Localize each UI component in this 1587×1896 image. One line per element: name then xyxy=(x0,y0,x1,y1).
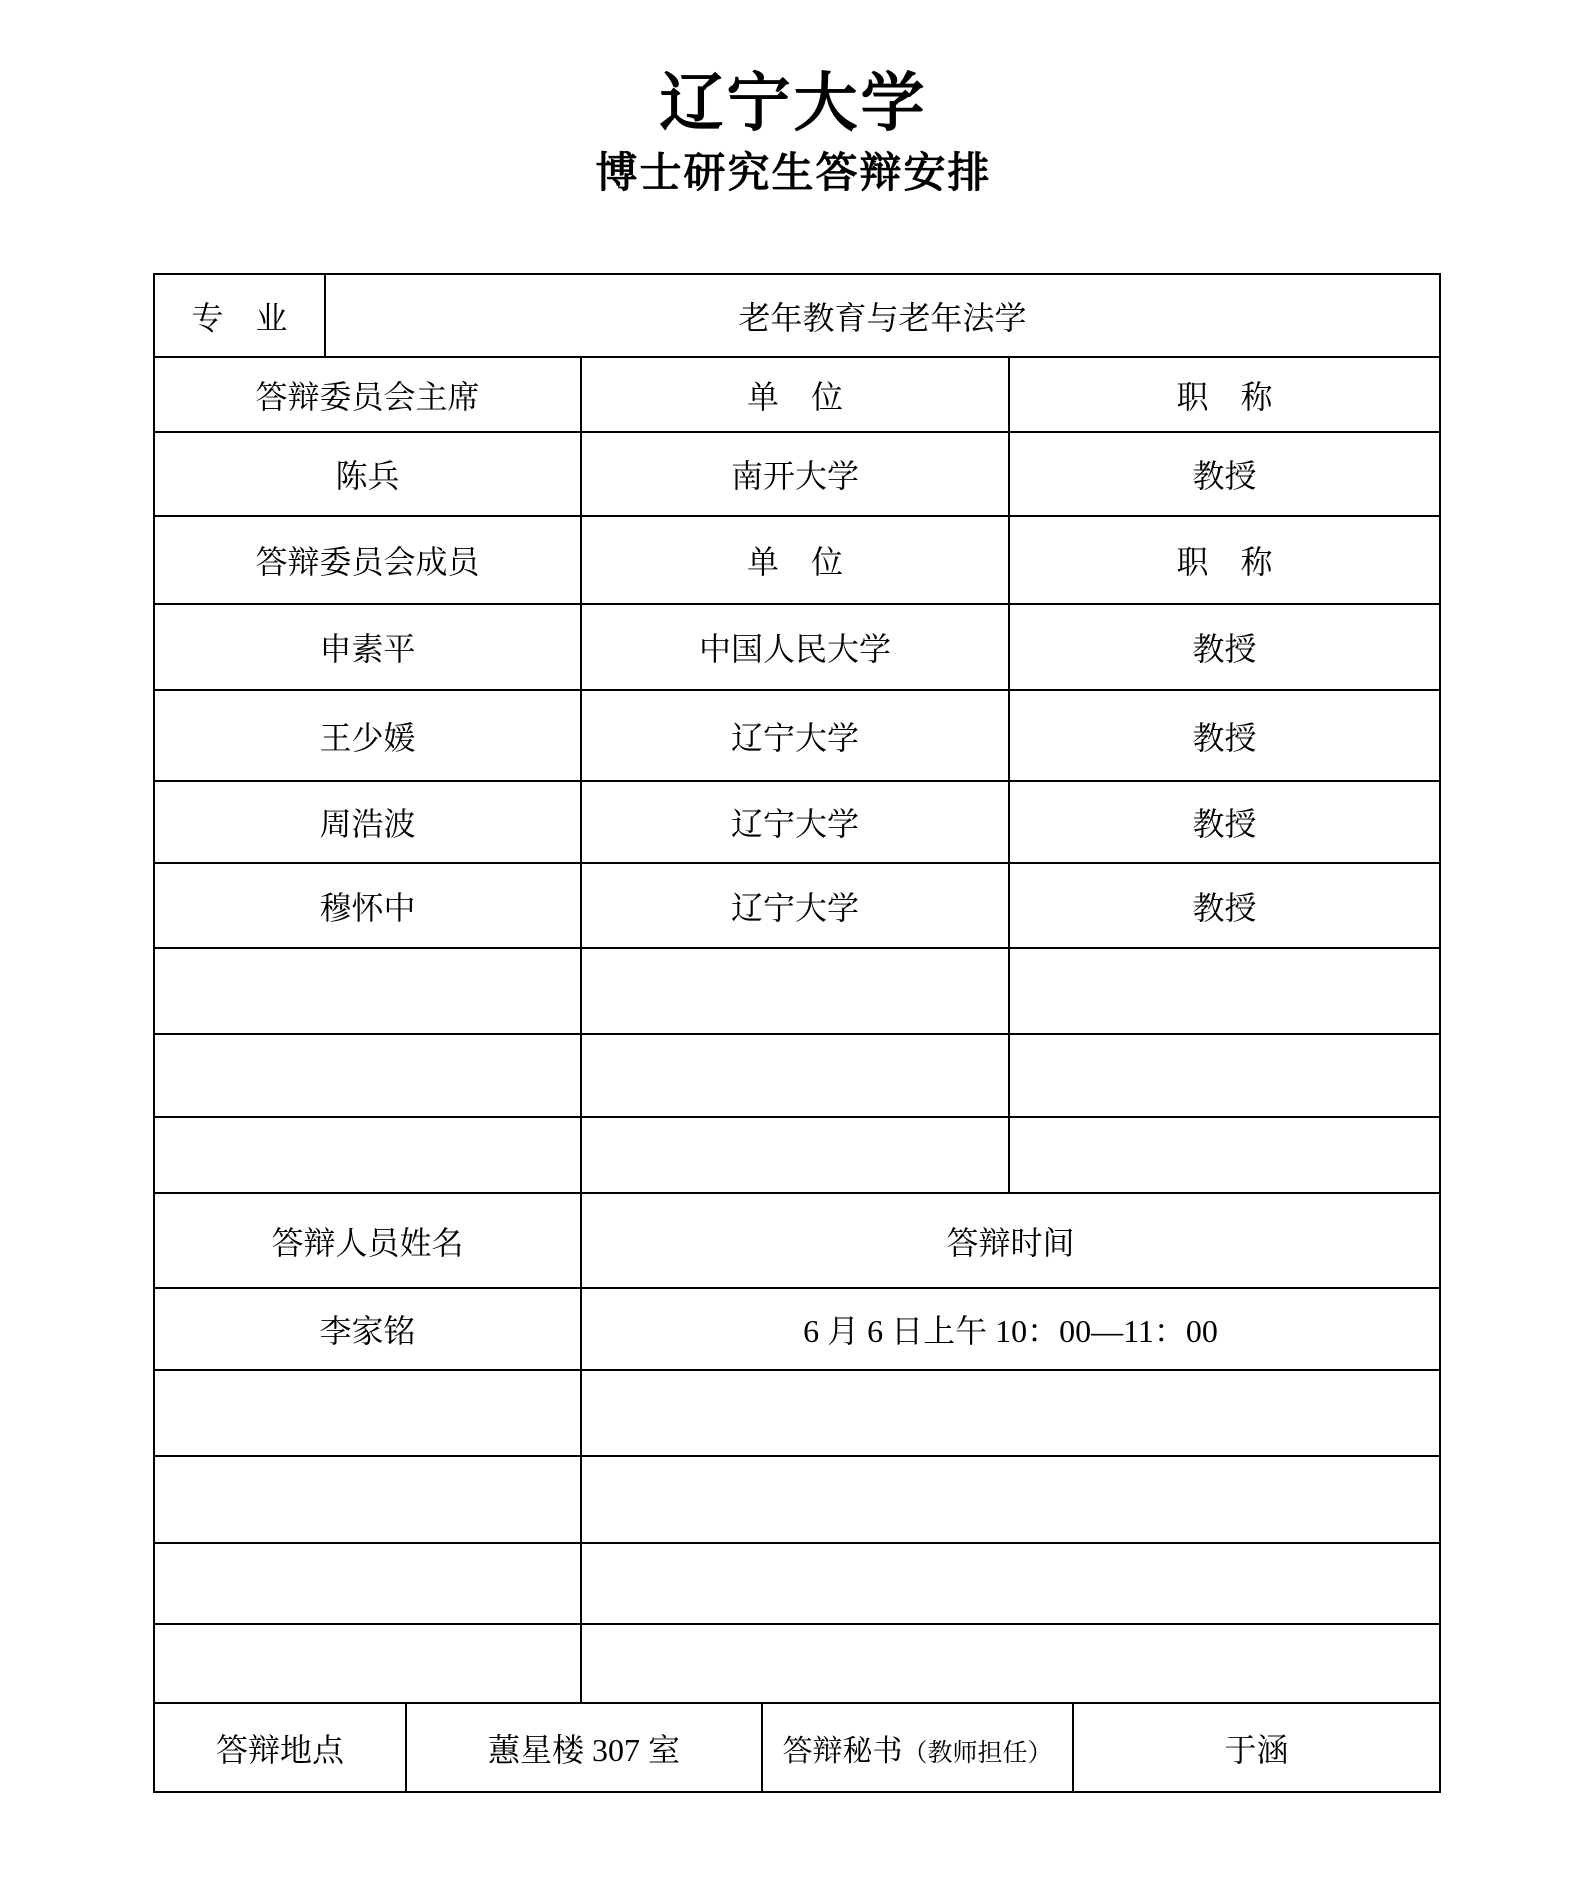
member-name: 王少媛 xyxy=(154,690,581,781)
member-title: 教授 xyxy=(1009,604,1440,690)
table-row-chair-header xyxy=(154,357,1440,432)
defense-time: 6 月 6 日上午 10：00—11：00 xyxy=(581,1288,1440,1370)
table-row-member xyxy=(154,863,1440,948)
major-label: 专 业 xyxy=(154,274,325,357)
page-subtitle: 博士研究生答辩安排 xyxy=(595,149,992,196)
secretary-note: （教师担任） xyxy=(902,1739,1053,1767)
location-label: 答辩地点 xyxy=(154,1703,406,1792)
table-row-member-empty xyxy=(154,1117,1440,1193)
member-unit xyxy=(581,1117,1009,1193)
table-row-defense-empty xyxy=(154,1543,1440,1624)
table-row-member xyxy=(154,690,1440,781)
defense-name xyxy=(154,1543,581,1624)
table-row-member xyxy=(154,604,1440,690)
defense-time xyxy=(581,1543,1440,1624)
defense-name xyxy=(154,1370,581,1456)
member-header-title: 职 称 xyxy=(1009,516,1440,604)
chair-name: 陈兵 xyxy=(154,432,581,516)
table-row-defense xyxy=(154,1288,1440,1370)
chair-header-unit: 单 位 xyxy=(581,357,1009,432)
member-name xyxy=(154,1034,581,1117)
table-row-member-header xyxy=(154,516,1440,604)
secretary-value: 于涵 xyxy=(1073,1703,1440,1792)
member-unit: 辽宁大学 xyxy=(581,863,1009,948)
table-row-member-empty xyxy=(154,1034,1440,1117)
secretary-label-cell xyxy=(762,1703,1073,1792)
member-unit xyxy=(581,1034,1009,1117)
member-name xyxy=(154,1117,581,1193)
defense-name xyxy=(154,1456,581,1543)
defense-name: 李家铭 xyxy=(154,1288,581,1370)
member-title: 教授 xyxy=(1009,690,1440,781)
defense-name xyxy=(154,1624,581,1703)
table-row-chair xyxy=(154,432,1440,516)
defense-time xyxy=(581,1624,1440,1703)
defense-time xyxy=(581,1370,1440,1456)
member-unit: 辽宁大学 xyxy=(581,781,1009,863)
member-name: 周浩波 xyxy=(154,781,581,863)
major-value: 老年教育与老年法学 xyxy=(325,274,1440,357)
table-row-member-empty xyxy=(154,948,1440,1034)
chair-header-title: 职 称 xyxy=(1009,357,1440,432)
table-row-defense-empty xyxy=(154,1624,1440,1703)
chair-title: 教授 xyxy=(1009,432,1440,516)
table-row-footer xyxy=(154,1703,1440,1792)
member-name: 申素平 xyxy=(154,604,581,690)
member-header-unit: 单 位 xyxy=(581,516,1009,604)
location-value: 蕙星楼 307 室 xyxy=(406,1703,762,1792)
defense-header-time: 答辩时间 xyxy=(581,1193,1440,1288)
defense-arrangement-table xyxy=(153,273,1441,1793)
member-title xyxy=(1009,1117,1440,1193)
table-row-member xyxy=(154,781,1440,863)
member-name: 穆怀中 xyxy=(154,863,581,948)
member-unit xyxy=(581,948,1009,1034)
table-row-defense-empty xyxy=(154,1370,1440,1456)
defense-time xyxy=(581,1456,1440,1543)
secretary-label: 答辩秘书 xyxy=(782,1734,903,1768)
member-name xyxy=(154,948,581,1034)
member-unit: 中国人民大学 xyxy=(581,604,1009,690)
chair-unit: 南开大学 xyxy=(581,432,1009,516)
defense-header-name: 答辩人员姓名 xyxy=(154,1193,581,1288)
member-title: 教授 xyxy=(1009,781,1440,863)
member-title xyxy=(1009,948,1440,1034)
table-row-defense-header xyxy=(154,1193,1440,1288)
table-row-major xyxy=(154,274,1440,357)
member-header-role: 答辩委员会成员 xyxy=(154,516,581,604)
table-row-defense-empty xyxy=(154,1456,1440,1543)
member-title xyxy=(1009,1034,1440,1117)
page-title: 辽宁大学 xyxy=(659,67,928,139)
member-unit: 辽宁大学 xyxy=(581,690,1009,781)
member-title: 教授 xyxy=(1009,863,1440,948)
chair-header-role: 答辩委员会主席 xyxy=(154,357,581,432)
